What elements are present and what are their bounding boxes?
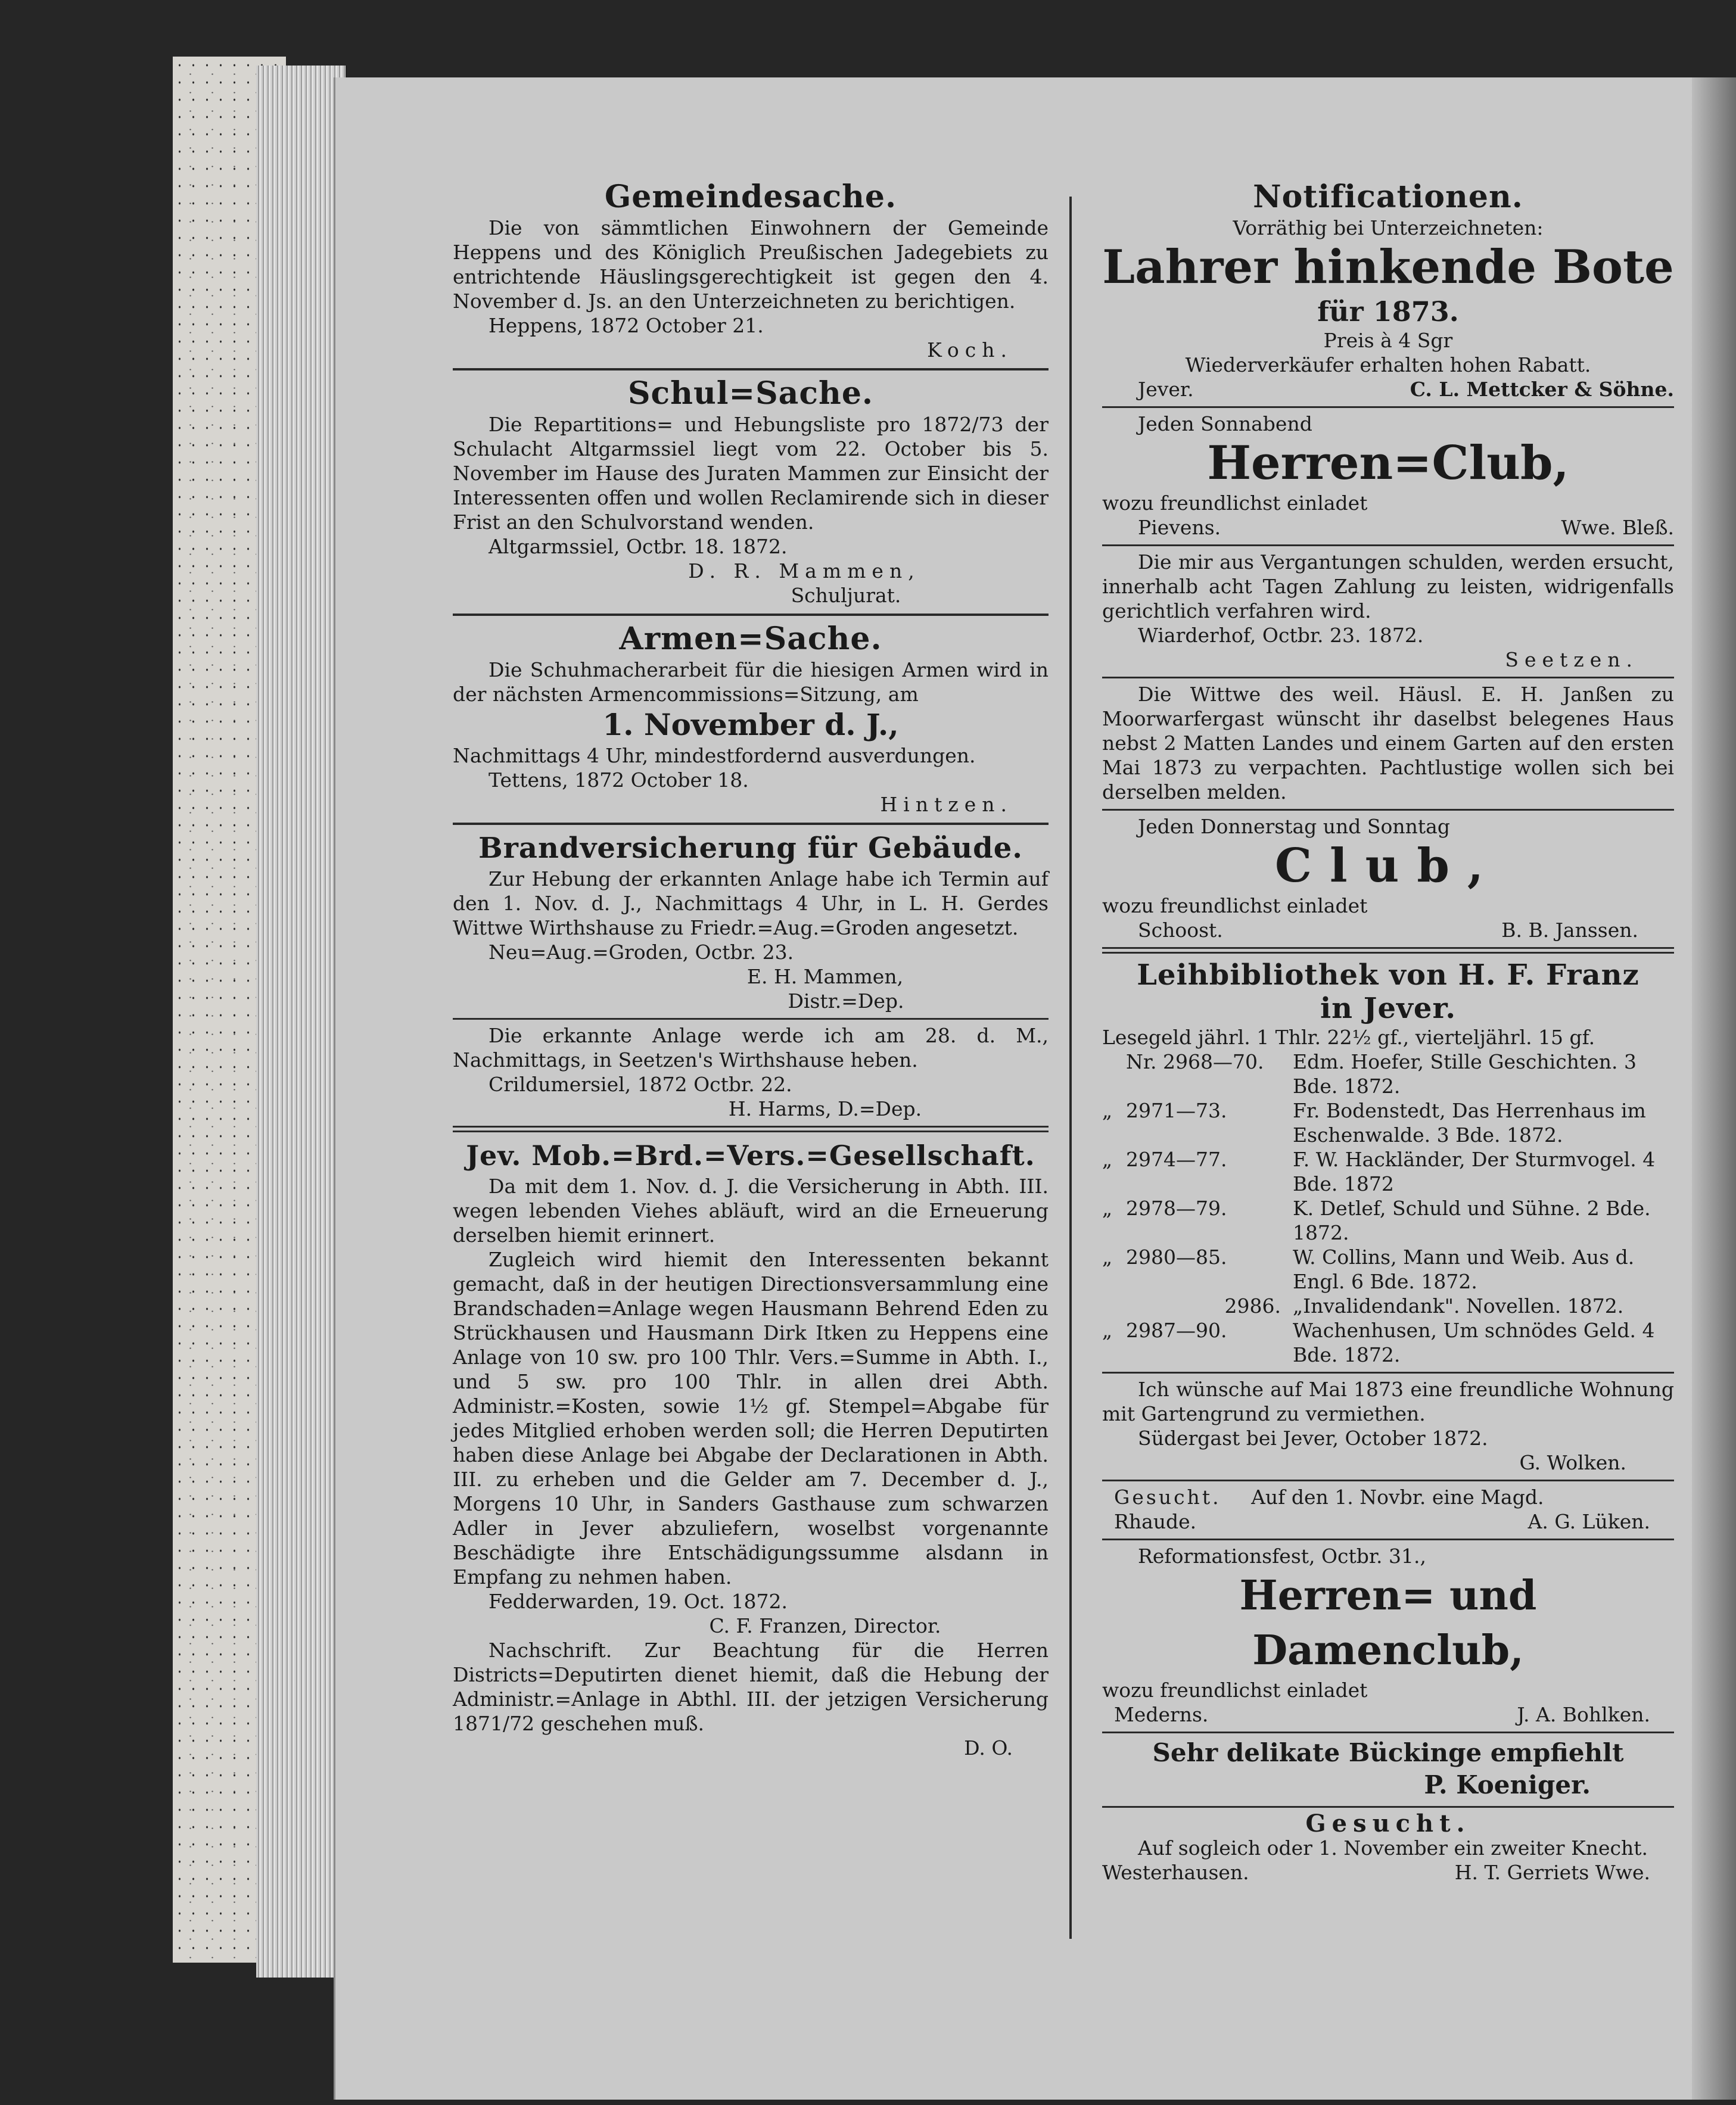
notice-buecklinge [1102,1737,1674,1801]
notice-postscript: Nachschrift. Zur Beachtung für die Herren Districts=Deputirten dienet hiemit, daß die Hebung der Administr.=Anlage in Abthl. III. der jetzigen Versicherung 1871/72 geschehen muß. [453,1639,1049,1735]
book-entry [1102,1196,1674,1245]
notice-club [1102,814,1674,942]
ditto-mark: „ [1102,1197,1113,1220]
notice-invite: wozu freundlichst einladet [1102,491,1368,515]
notice-body-cont: Nachmittags 4 Uhr, mindestfordernd ausverdungen. [453,744,976,767]
notice-subheadline: für 1873. [1317,295,1459,328]
book-title: Edm. Hoefer, Stille Geschichten. 3 Bde. 1872. [1293,1050,1637,1098]
notice-intro: Reformationsfest, Octbr. 31., [1138,1545,1427,1568]
notice-paragraph: Zugleich wird hiemit den Interessenten bekannt gemacht, daß in der heutigen Directionsversammlung eine Brandschaden=Anlage wegen Hausmann Behrend Eden zu Strückhausen und Hausmann Dirk Itken zu Heppens eine Anlage von 10 sw. pro 100 Thlr. Vers.=Summe in Abth. I., und 5 sw. pro 100 Thlr. in allen drei Abth. Administr.=Kosten, sowie 1½ gf. Stempel=Abgabe für jedes Mitglied erhoben werden soll; die Herren Deputirten haben diese Anlage bei Abgabe der Declarationen in Abth. III. zu erheben und die Gelder am 7. December d. J., Morgens 10 Uhr, in Sanders Gasthause zum schwarzen Adler in Jever abzuliefern, woselbst vorgenannte Beschädigte ihre Entschädigungssumme alsdann in Empfang zu nehmen haben. [453,1248,1049,1589]
book-number: 2986. [1224,1294,1281,1318]
notice-line [1102,1485,1674,1509]
notice-leihbibliothek [1102,958,1674,1367]
notice-place: Schoost. [1138,918,1223,942]
notice-place: Rhaude. [1114,1510,1197,1533]
double-divider [453,1126,1049,1132]
notice-place-date: Tettens, 1872 October 18. [489,768,749,792]
notice-body: Die mir aus Vergantungen schulden, werden ersucht, innerhalb acht Tagen Zahlung zu leisten, widrigenfalls gerichtlich verfahren wird. [1102,550,1674,622]
right-column [1102,179,1674,1885]
book-entry [1102,1147,1674,1196]
divider [1102,1732,1674,1733]
notice-brandversicherung [453,830,1049,1013]
notice-price: Preis à 4 Sgr [1323,329,1453,352]
book-entry [1102,1245,1674,1294]
book-entry [1102,1050,1674,1098]
notice-signature: G. Wolken. [1519,1451,1626,1474]
library-fee: Lesegeld jährl. 1 Thlr. 22½ gf., vierteljährl. 15 gf. [1102,1026,1595,1049]
notice-place-date: Altgarmssiel, Octbr. 18. 1872. [489,535,788,558]
column-divider [1069,197,1072,1939]
notice-intro: Vorräthig bei Unterzeichneten: [1233,216,1544,239]
notice-footer [1102,1702,1674,1727]
divider [1102,1806,1674,1808]
book-entry [1102,1098,1674,1147]
notice-label: Gesucht. [1114,1486,1221,1509]
notice-armen-sache [453,621,1049,817]
notice-body: Die Schuhmacherarbeit für die hiesigen Armen wird in der nächsten Armencommissions=Sitzung, am [453,658,1049,706]
notice-intro: Jeden Sonnabend [1138,412,1312,435]
notice-place-date: Südergast bei Jever, October 1872. [1138,1427,1488,1450]
divider [1102,1539,1674,1540]
notice-body: Die von sämmtlichen Einwohnern der Gemeinde Heppens und des Königlich Preußischen Jadegebiets zu entrichtende Häuslingsgerechtigkeit ist gegen den 4. November d. Js. an den Unterzeichneten zu berichtigen. [453,216,1049,313]
notice-footer [1102,918,1674,942]
section-title: Brandversicherung für Gebäude. [478,832,1023,865]
book-title: F. W. Hackländer, Der Sturmvogel. 4 Bde. 1872 [1293,1148,1656,1195]
notice-place-date: Heppens, 1872 October 21. [489,314,764,337]
section-title: Gemeindesache. [604,179,897,215]
book-number: 2978—79. [1126,1197,1227,1220]
book-number: 2971—73. [1126,1099,1227,1122]
notice-knecht [1102,1811,1674,1885]
notice-magd [1102,1485,1674,1534]
book-number: 2980—85. [1126,1245,1227,1269]
ditto-mark: „ [1102,1245,1113,1269]
notice-body: Die erkannte Anlage werde ich am 28. d. M., Nachmittags, in Seetzen's Wirthshause heben. [453,1024,1049,1072]
section-subtitle: in Jever. [1320,992,1457,1025]
section-title: Leihbibliothek von H. F. Franz [1137,958,1639,992]
notice-headline: Club, [1274,839,1502,893]
notice-signature: D. R. Mammen, [688,559,920,583]
notice-schul-sache [453,375,1049,608]
book-number: Nr. 2968—70. [1126,1050,1264,1073]
notice-signature: H. T. Gerriets Wwe. [1454,1861,1650,1884]
notice-signature: C. L. Mettcker & Söhne. [1410,378,1674,401]
notice-footer [1102,377,1674,401]
section-title: Jev. Mob.=Brd.=Vers.=Gesellschaft. [466,1139,1035,1172]
notice-footer [1102,1860,1674,1885]
notice-intro: Jeden Donnerstag und Sonntag [1138,815,1450,838]
ditto-mark [1102,1050,1126,1098]
notice-signature: Koch. [927,338,1013,362]
notice-anlage [453,1023,1049,1121]
notice-invite: wozu freundlichst einladet [1102,894,1368,917]
ditto-mark: „ [1102,1319,1113,1342]
notice-place: Jever. [1138,378,1194,401]
book-title: W. Collins, Mann und Weib. Aus d. Engl. 6 Bde. 1872. [1293,1245,1635,1293]
notice-place-date: Crildumersiel, 1872 Octbr. 22. [489,1073,792,1096]
notice-signature: B. B. Janssen. [1501,918,1638,942]
book-list [1102,1050,1674,1367]
book-title: „Invalidendank". Novellen. 1872. [1293,1294,1624,1318]
notice-place-date: Wiarderhof, Octbr. 23. 1872. [1138,624,1424,647]
notice-headline: Lahrer hinkende Bote [1102,240,1674,294]
notice-paragraph: Da mit dem 1. Nov. d. J. die Versicherung in Abth. III. wegen lebenden Viehes abläuft, wird an die Erneuerung derselben hiemit erinnert. [453,1175,1049,1247]
notice-gemeindesache [453,179,1049,362]
notice-body: Zur Hebung der erkannten Anlage habe ich Termin auf den 1. Nov. d. J., Nachmittags 4 Uhr, in L. H. Gerdes Wittwe Wirthshause zu Friedr.=Aug.=Groden angesetzt. [453,867,1049,939]
ditto-mark: „ [1102,1099,1113,1122]
divider [1102,809,1674,811]
page-edges [256,66,346,1978]
ditto-mark [1102,1294,1126,1318]
notice-signature: Seetzen. [1505,648,1638,671]
notice-place: Mederns. [1114,1703,1209,1726]
divider [1102,677,1674,678]
notice-footer [1102,1509,1674,1534]
section-title: Schul=Sache. [627,375,874,412]
notice-herren-damenclub [1102,1544,1674,1727]
double-divider [1102,947,1674,954]
notice-herren-club [1102,412,1674,540]
book-title: K. Detlef, Schuld und Sühne. 2 Bde. 1872. [1293,1197,1651,1244]
book-entry [1102,1294,1674,1318]
notice-body: Die Wittwe des weil. Häusl. E. H. Janßen zu Moorwarfergast wünscht ihr daselbst belegenes Haus nebst 2 Matten Landes und einem Garten auf den ersten Mai 1873 zu verpachten. Pachtlustige wollen sich bei derselben melden. [1102,683,1674,804]
section-title: Armen=Sache. [619,621,882,657]
notice-verpachtung [1102,682,1674,804]
notice-signature-title: Schuljurat. [791,584,901,607]
notice-invite: wozu freundlichst einladet [1102,1679,1368,1702]
notice-footer [1102,515,1674,540]
book-number: 2974—77. [1126,1148,1227,1171]
section-title: Gesucht. [1305,1810,1471,1838]
divider [453,614,1049,616]
ditto-mark: „ [1102,1148,1113,1171]
notice-signature: E. H. Mammen, [746,965,904,988]
book-entry [1102,1318,1674,1367]
notice-body: Auf sogleich oder 1. November ein zweiter Knecht. [1138,1836,1648,1860]
divider [1102,1480,1674,1481]
divider [453,1018,1049,1020]
notice-versicherungs-gesellschaft [453,1137,1049,1760]
notice-resale: Wiederverkäufer erhalten hohen Rabatt. [1185,353,1591,376]
left-column [453,179,1049,1760]
divider [1102,406,1674,408]
notice-signature-title: Distr.=Dep. [788,989,904,1013]
notice-lahrer-bote [1102,179,1674,401]
notice-signature: H. Harms, D.=Dep. [728,1097,922,1120]
divider [1102,1372,1674,1374]
book-title: Wachenhusen, Um schnödes Geld. 4 Bde. 1872. [1293,1319,1655,1366]
book-number: 2987—90. [1126,1319,1227,1342]
notice-wohnung [1102,1377,1674,1475]
notice-signature: A. G. Lüken. [1527,1510,1650,1533]
notice-place-date: Fedderwarden, 19. Oct. 1872. [489,1590,788,1613]
divider [453,368,1049,370]
notice-date-highlight: 1. November d. J., [602,707,899,742]
notice-headline: Herren= und Damenclub, [1239,1572,1537,1674]
notice-signature: C. F. Franzen, Director. [709,1614,941,1637]
notice-vergantungen [1102,550,1674,672]
notice-signature: D. O. [964,1736,1013,1760]
notice-body: Sehr delikate Bückinge empfiehlt [1152,1738,1624,1767]
notice-place: Westerhausen. [1102,1861,1249,1884]
notice-signature: Wwe. Bleß. [1561,516,1674,539]
notice-signature: Hintzen. [880,793,1013,816]
notice-place: Pievens. [1138,516,1221,539]
page-gutter-shadow [1692,77,1736,2100]
section-title: Notificationen. [1253,179,1523,215]
notice-signature: J. A. Bohlken. [1517,1703,1650,1726]
notice-body: Ich wünsche auf Mai 1873 eine freundliche Wohnung mit Gartengrund zu vermiethen. [1102,1378,1674,1425]
notice-signature: P. Koeniger. [1424,1770,1591,1799]
divider [453,823,1049,825]
notice-place-date: Neu=Aug.=Groden, Octbr. 23. [489,941,794,964]
notice-body: Auf den 1. Novbr. eine Magd. [1251,1486,1544,1509]
notice-headline: Herren=Club, [1207,436,1569,490]
notice-body: Die Repartitions= und Hebungsliste pro 1872/73 der Schulacht Altgarmssiel liegt vom 22. October bis 5. November im Hause des Juraten Mammen zur Einsicht der Interessenten offen und wollen Reclamirende sich in dieser Frist an den Schulvorstand wenden. [453,413,1049,534]
book-title: Fr. Bodenstedt, Das Herrenhaus im Eschenwalde. 3 Bde. 1872. [1293,1099,1646,1147]
divider [1102,544,1674,546]
